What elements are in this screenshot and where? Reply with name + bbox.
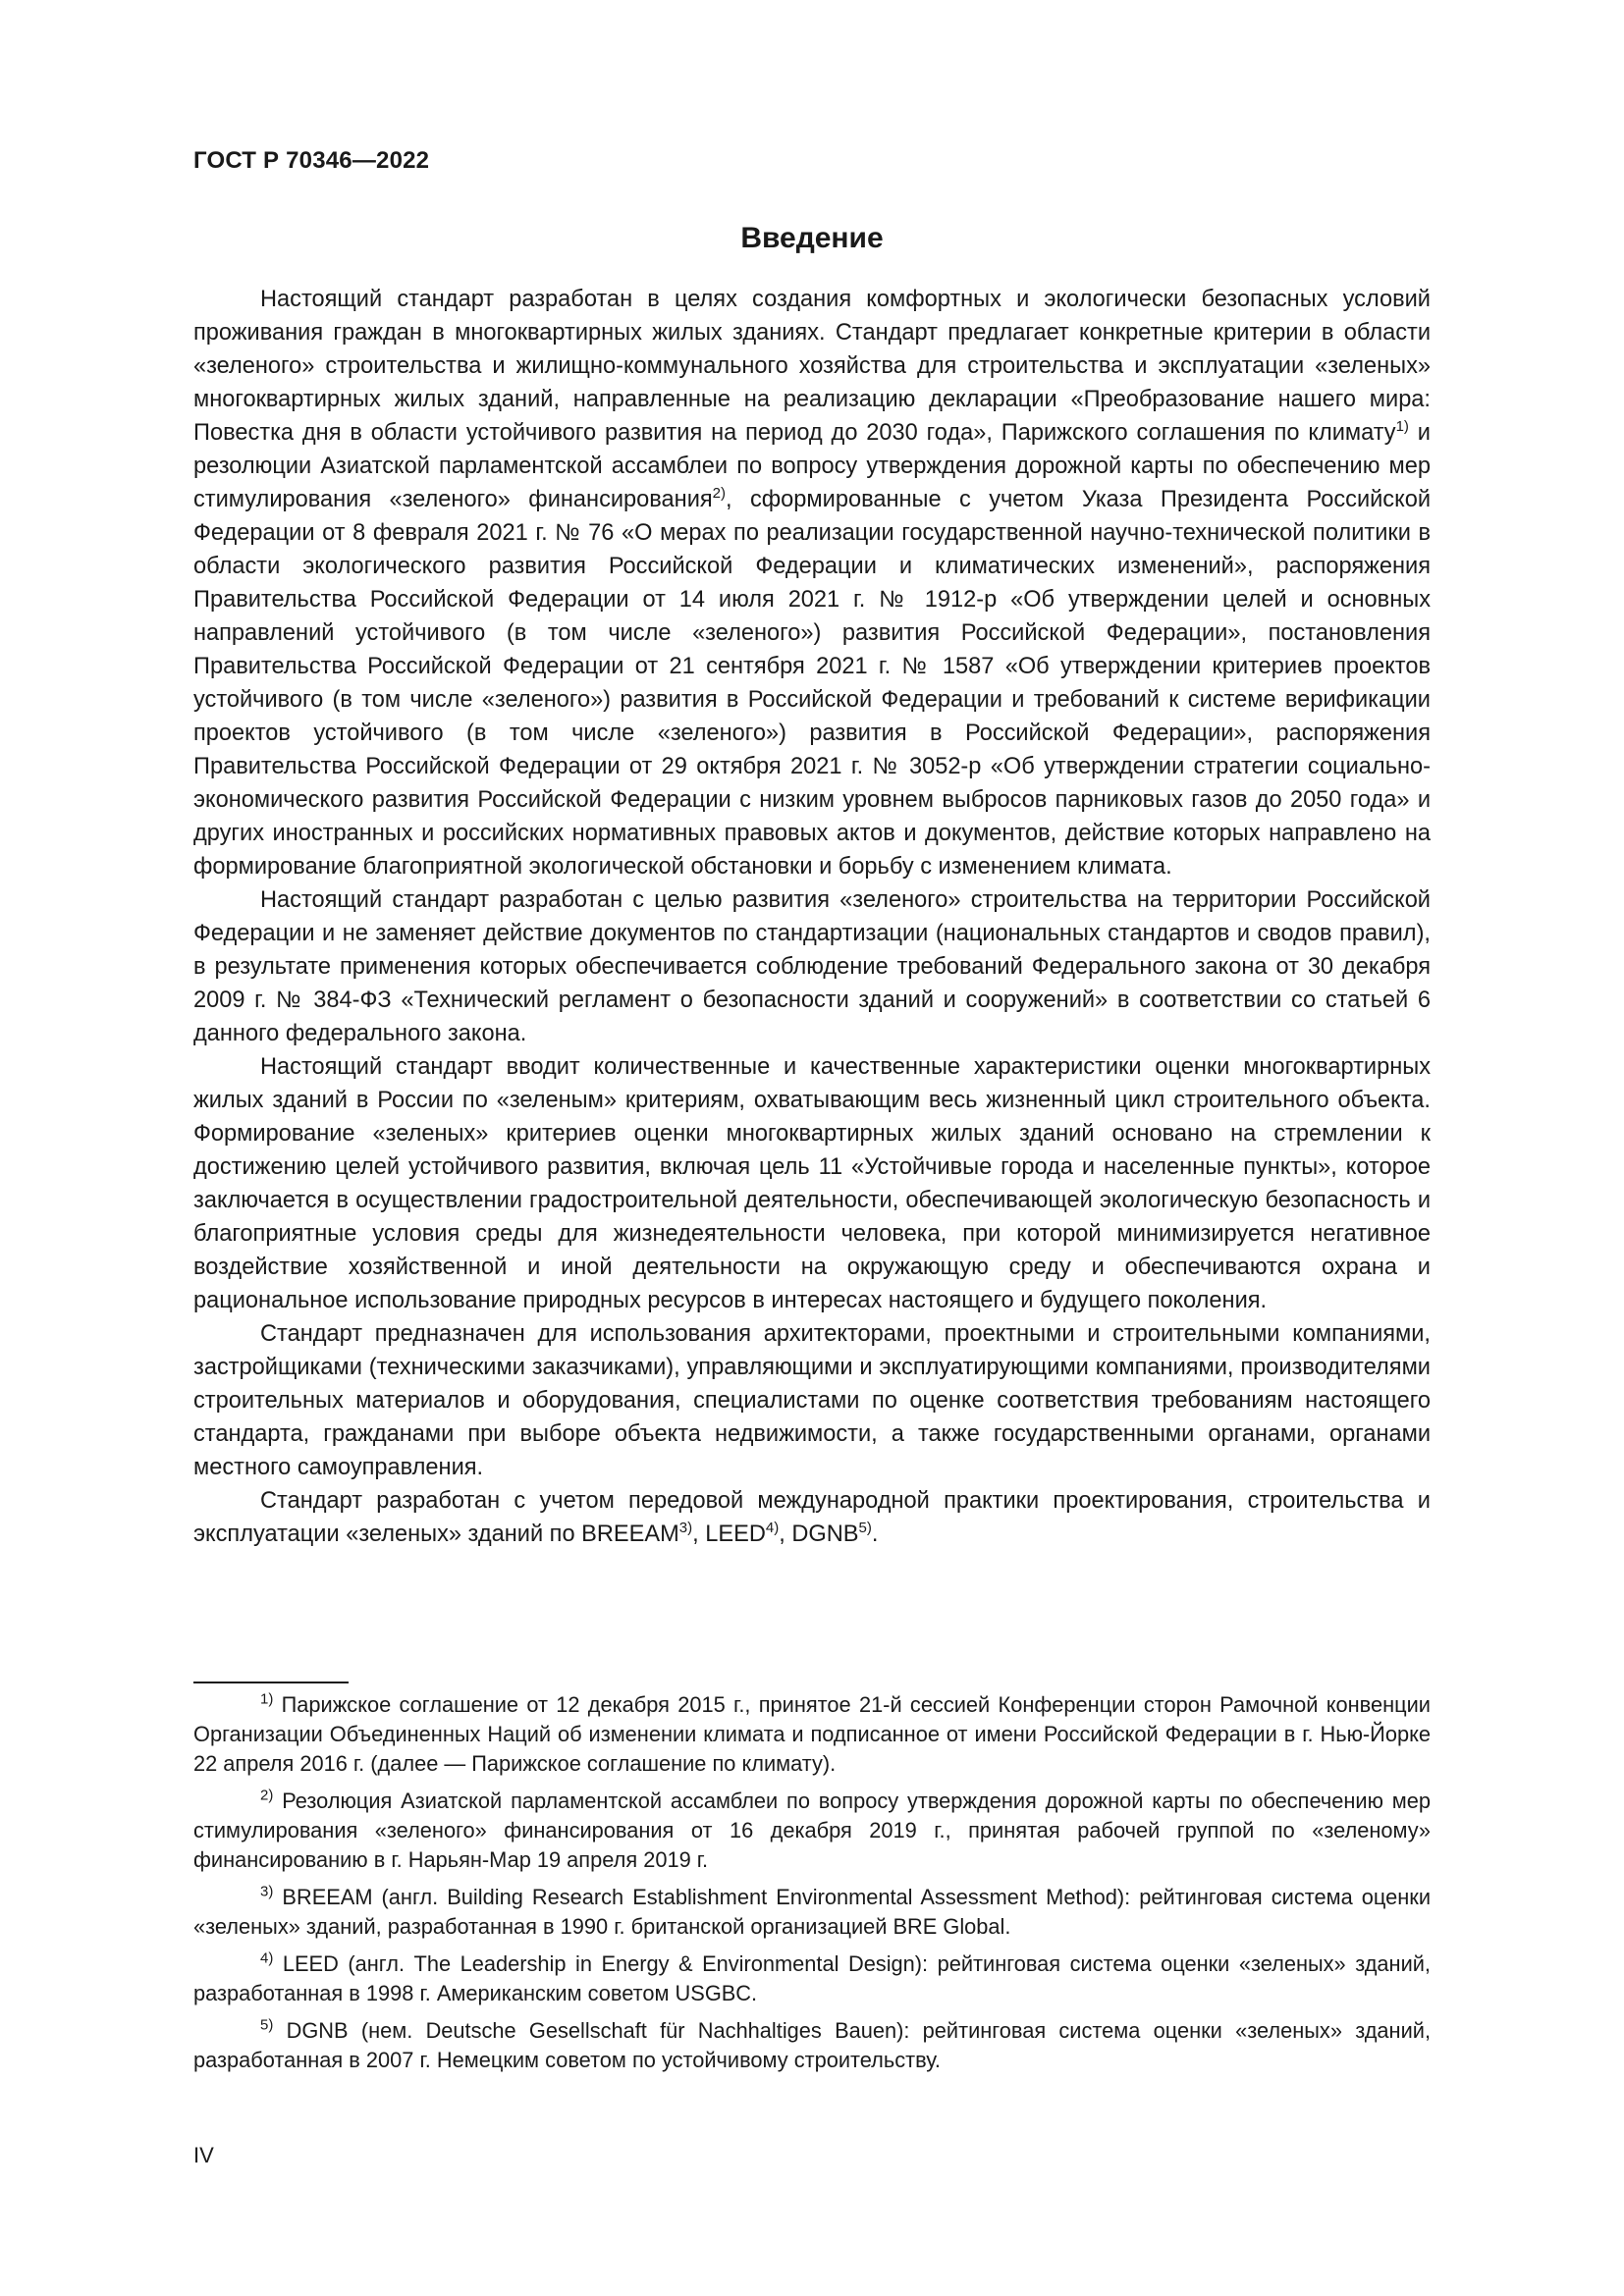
footnote-text: BREEAM (англ. Building Research Establishment Environmental Assessment Method): рейтинговая система оценки «зеленых» зданий, разработанная в 1990 г. британской организацией BRE Global. (193, 1885, 1432, 1939)
text-run: Стандарт разработан с учетом передовой международной практики проектирования, строительства и эксплуатации «зеленых» зданий по BREEAM (193, 1488, 1431, 1547)
paragraph (193, 1484, 1431, 1551)
footnote-ref[interactable]: 5) (858, 1520, 872, 1537)
text-run: и резолюции Азиатской парламентской ассамблеи по вопросу утверждения дорожной карты по обеспечению мер стимулирования «зеленого» финансирования (193, 420, 1431, 512)
text-run: . (871, 1522, 879, 1547)
text-run: , DGNB (779, 1522, 859, 1547)
footnote-mark: 5) (260, 2016, 274, 2034)
text-run: Настоящий стандарт разработан в целях создания комфортных и экологически безопасных условий проживания граждан в многоквартирных жилых зданиях. Стандарт предлагает конкретные критерии в области «зеленого» строительства и жилищно-коммунального хозяйства для строительства и эксплуатации «зеленых» многоквартирных жилых зданий, направленные на реализацию декларации «Преобразование нашего мира: Повестка дня в области устойчивого развития на период до 2030 года», Парижского соглашения по климату (193, 287, 1431, 446)
footnote-text: LEED (англ. The Leadership in Energy & Environmental Design): рейтинговая система оценки «зеленых» зданий, разработанная в 1998 г. Американским советом USGBC. (193, 1951, 1431, 2005)
footnote (193, 1690, 1431, 1779)
introduction-body (193, 283, 1431, 1551)
footnote (193, 1949, 1431, 2008)
paragraph (193, 883, 1431, 1050)
section-title: Введение (740, 222, 884, 254)
footnote-text: Резолюция Азиатской парламентской ассамблеи по вопросу утверждения дорожной карты по обеспечению мер стимулирования «зеленого» финансирования от 16 декабря 2019 г., принятая рабочей группой по «зеленому» финансированию в г. Нарьян-Мар 19 апреля 2019 г. (193, 1789, 1431, 1872)
paragraph (193, 1050, 1431, 1317)
footnote-ref[interactable]: 1) (1395, 418, 1409, 436)
footnote-text: DGNB (нем. Deutsche Gesellschaft für Nachhaltiges Bauen): рейтинговая система оценки «зеленых» зданий, разработанная в 2007 г. Немецким советом по устойчивому строительству. (193, 2018, 1431, 2072)
paragraph (193, 283, 1431, 883)
footnote-text: Парижское соглашение от 12 декабря 2015 г., принятое 21-й сессией Конференции сторон Рамочной конвенции Организации Объединенных Наций об изменении климата и подписанное от имени Российской Федерации в г. Нью-Йорке 22 апреля 2016 г. (далее — Парижское соглашение по климату). (193, 1692, 1431, 1776)
footnote-ref[interactable]: 3) (678, 1520, 693, 1537)
footnote-ref[interactable]: 4) (765, 1520, 780, 1537)
footnote-mark: 4) (260, 1949, 274, 1967)
text-run: Стандарт предназначен для использования архитекторами, проектными и строительными компаниями, застройщиками (техническими заказчиками), управляющими и эксплуатирующими компаниями, производителями строительных материалов и оборудования, специалистами по оценке соответствия требованиям настоящего стандарта, гражданами при выборе объекта недвижимости, а также государственными органами, органами местного самоуправления. (193, 1321, 1431, 1480)
footnote-ref[interactable]: 2) (712, 485, 727, 503)
footnote-mark: 3) (260, 1883, 274, 1900)
page-number: IV (193, 2143, 214, 2167)
text-run: Настоящий стандарт вводит количественные и качественные характеристики оценки многоквартирных жилых зданий в России по «зеленым» критериям, охватывающим весь жизненный цикл строительного объекта. Формирование «зеленых» критериев оценки многоквартирных жилых зданий основано на стремлении к достижению целей устойчивого развития, включая цель 11 «Устойчивые города и населенные пункты», которое заключается в осуществлении градостроительной деятельности, обеспечивающей экологическую безопасность и благоприятные условия среды для жизнедеятельности человека, при которой минимизируется негативное воздействие хозяйственной и иной деятельности на окружающую среду и обеспечиваются охрана и рациональное использование природных ресурсов в интересах настоящего и будущего поколения. (193, 1054, 1431, 1313)
footnote-separator (193, 1682, 349, 1683)
text-run: , сформированные с учетом Указа Президента Российской Федерации от 8 февраля 2021 г. № 76 «О мерах по реализации государственной научно-технической политики в области экологического развития Российской Федерации и климатических изменений», распоряжения Правительства Российской Федерации от 14 июля 2021 г. № 1912-р «Об утверждении целей и основных направлений устойчивого (в том числе «зеленого») развития Российской Федерации», постановления Правительства Российской Федерации от 21 сентября 2021 г. № 1587 «Об утверждении критериев проектов устойчивого (в том числе «зеленого») развития в Российской Федерации и требований к системе верификации проектов устойчивого (в том числе «зеленого») развития в Российской Федерации», распоряжения Правительства Российской Федерации от 29 октября 2021 г. № 3052-р «Об утверждении стратегии социально-экономического развития Российской Федерации с низким уровнем выбросов парниковых газов до 2050 года» и других иностранных и российских нормативных правовых актов и документов, действие которых направлено на формирование благоприятной экологической обстановки и борьбу с изменением климата. (193, 487, 1431, 880)
footnote-mark: 2) (260, 1787, 274, 1804)
footnote (193, 1883, 1431, 1942)
text-run: Настоящий стандарт разработан с целью развития «зеленого» строительства на территории Российской Федерации и не заменяет действие документов по стандартизации (национальных стандартов и сводов правил), в результате применения которых обеспечивается соблюдение требований Федерального закона от 30 декабря 2009 г. № 384-ФЗ «Технический регламент о безопасности зданий и сооружений» в соответствии со статьей 6 данного федерального закона. (193, 887, 1431, 1046)
footnotes (193, 1690, 1431, 2083)
paragraph (193, 1317, 1431, 1484)
footnote (193, 2016, 1431, 2075)
document-code: ГОСТ Р 70346—2022 (193, 147, 430, 174)
footnote (193, 1787, 1431, 1875)
text-run: , LEED (692, 1522, 766, 1547)
footnote-mark: 1) (260, 1690, 274, 1708)
